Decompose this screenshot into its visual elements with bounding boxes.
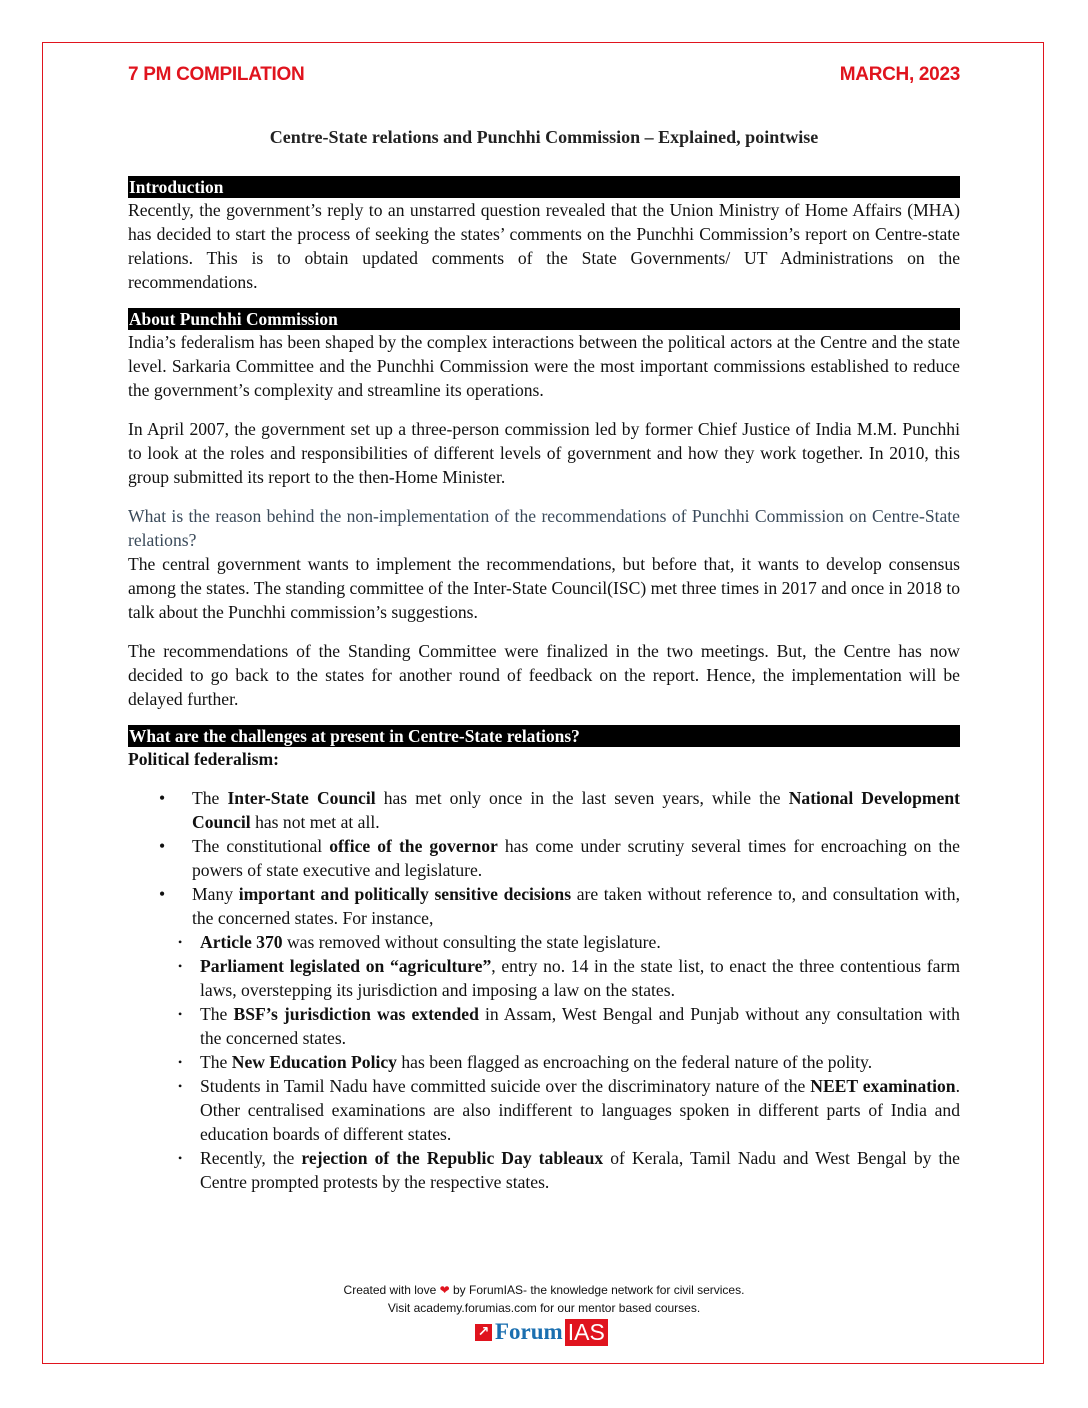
paragraph xyxy=(128,417,960,489)
bullet-item xyxy=(128,834,960,882)
text: The constitutional xyxy=(192,836,330,856)
footer-line-1 xyxy=(0,1283,1088,1297)
document-title: Centre-State relations and Punchhi Commission – Explained, pointwise xyxy=(269,127,819,147)
section-heading: About Punchhi Commission xyxy=(128,308,960,330)
bullet-item xyxy=(128,882,960,930)
logo-forum: Forum xyxy=(495,1319,563,1344)
sub-bullet-item xyxy=(128,1002,960,1050)
paragraph xyxy=(128,330,960,402)
bullet-item xyxy=(128,786,960,834)
sub-bullet-item xyxy=(128,930,960,954)
paragraph xyxy=(128,552,960,624)
bullet-list xyxy=(128,786,960,1194)
footer-line-2[interactable]: Visit academy.forumias.com for our mentor based courses. xyxy=(387,1301,701,1315)
bold-text: NEET examination xyxy=(810,1076,956,1096)
text: was removed without consulting the state legislature. xyxy=(282,932,661,952)
sub-bullet-item xyxy=(128,1146,960,1194)
text: The xyxy=(200,1004,234,1024)
text: are taken without reference to, and consultation with, the concerned states. For instance, xyxy=(192,884,960,928)
text: . Other centralised examinations are also indifferent to languages spoken in different parts of India and education boards of different states. xyxy=(200,1076,960,1144)
footer-text: Created with love xyxy=(343,1283,437,1297)
paragraph xyxy=(128,198,960,294)
bold-text: Political federalism: xyxy=(128,749,279,769)
text: of Kerala, Tamil Nadu and West Bengal by the Centre prompted protests by the respective states. xyxy=(200,1148,960,1192)
paragraph xyxy=(128,639,960,711)
text: has not met at all. xyxy=(250,812,380,832)
sub-bullet-item xyxy=(128,954,960,1002)
text: Students in Tamil Nadu have committed suicide over the discriminatory nature of the xyxy=(200,1076,811,1096)
forumias-logo xyxy=(475,1320,608,1344)
footer-text: by ForumIAS- the knowledge network for civil services. xyxy=(453,1283,745,1297)
sub-bullet-item xyxy=(128,1050,960,1074)
heart-icon: ❤ xyxy=(439,1283,450,1297)
text: has been flagged as encroaching on the federal nature of the polity. xyxy=(396,1052,873,1072)
header-compilation: 7 PM COMPILATION xyxy=(128,64,305,85)
section-heading: Introduction xyxy=(128,176,960,198)
bold-text: National Development Council xyxy=(192,788,960,832)
sub-bullet-item xyxy=(128,1074,960,1146)
text: The central government wants to implement the recommendations, but before that, it wants to develop consensus among the states. The standing committee of the Inter-State Council(ISC) met three times in 2017 and once in 2018 to talk about the Punchhi commission’s suggestions. xyxy=(128,554,960,622)
text: India’s federalism has been shaped by the complex interactions between the political actors at the Centre and the state level. Sarkaria Committee and the Punchhi Commission were the most important commissions established to reduce the government’s complexity and streamline its operations. xyxy=(128,332,960,400)
text: , entry no. 14 in the state list, to enact the three contentious farm laws, overstepping its jurisdiction and imposing a law on the states. xyxy=(200,956,960,1000)
text: has met only once in the last seven years, while the xyxy=(375,788,789,808)
bold-text: Inter-State Council xyxy=(227,788,376,808)
bold-text: Parliament legislated on “agriculture” xyxy=(200,956,492,976)
header-date: MARCH, 2023 xyxy=(839,64,960,85)
bold-text: office of the governor xyxy=(329,836,498,856)
bold-text: BSF’s jurisdiction was extended xyxy=(233,1004,479,1024)
document-body xyxy=(128,176,960,1194)
text: In April 2007, the government set up a three-person commission led by former Chief Justice of India M.M. Punchhi to look at the roles and responsibilities of different levels of government and how they work together. In 2010, this group submitted its report to the then-Home Minister. xyxy=(128,419,960,487)
question-paragraph xyxy=(128,504,960,552)
bold-text: New Education Policy xyxy=(231,1052,397,1072)
arrow-icon: ↗ xyxy=(475,1324,492,1341)
bold-text: rejection of the Republic Day tableaux xyxy=(301,1148,604,1168)
section-heading: What are the challenges at present in Centre-State relations? xyxy=(128,725,960,747)
text: The xyxy=(200,1052,232,1072)
logo-ias: IAS xyxy=(565,1319,608,1346)
paragraph xyxy=(128,747,960,771)
text: The xyxy=(192,788,228,808)
bold-text: Article 370 xyxy=(200,932,283,952)
text: The recommendations of the Standing Committee were finalized in the two meetings. But, the Centre has now decided to go back to the states for another round of feedback on the report. Hence, the implementation will be delayed further. xyxy=(128,641,960,709)
text: What is the reason behind the non-implementation of the recommendations of Punchhi Commission on Centre-State relations? xyxy=(128,506,960,550)
text: Many xyxy=(192,884,239,904)
bold-text: important and politically sensitive decisions xyxy=(238,884,572,904)
text: has come under scrutiny several times for encroaching on the powers of state executive and legislature. xyxy=(192,836,960,880)
text: in Assam, West Bengal and Punjab without any consultation with the concerned states. xyxy=(200,1004,960,1048)
text: Recently, the xyxy=(200,1148,302,1168)
text: Recently, the government’s reply to an unstarred question revealed that the Union Ministry of Home Affairs (MHA) has decided to start the process of seeking the states’ comments on the Punchhi Commission’s report on Centre-state relations. This is to obtain updated comments of the State Governments/ UT Administrations on the recommendations. xyxy=(128,200,960,292)
